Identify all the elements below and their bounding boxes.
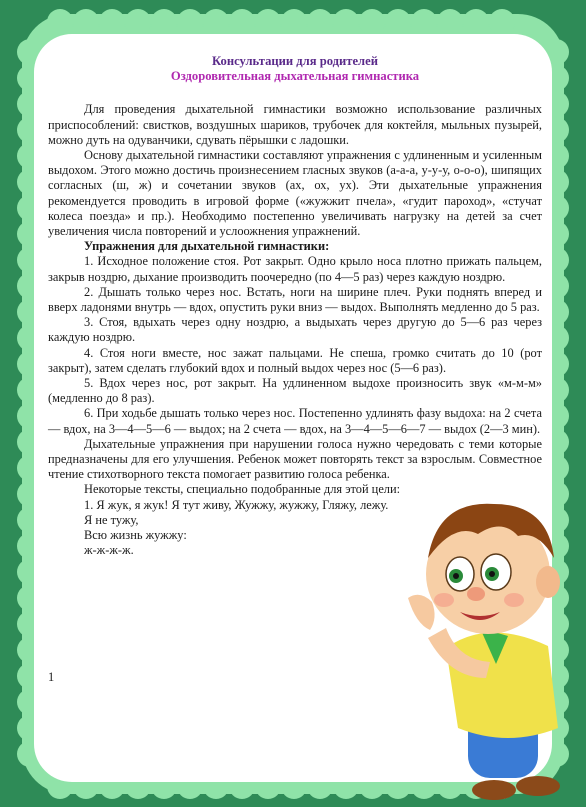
scallop-bump — [203, 9, 229, 35]
boy-pupil-center — [453, 573, 459, 579]
scallop-bump — [307, 9, 333, 35]
intro-paragraph: Основу дыхательной гимнастики составляют упражнения с удлиненным и усиленным выдохом. Этого можно достичь произнесением гласных звуков (а-а-а, у-у-у, о-о-о), шипящих согласных (ш, ж) и сочетании звуков (ах, ох, ух). Эти дыхательные упражнения рекомендуется проводить в игровой форме («жужжит пчела», «гудит пароход», «стучат колеса поезда» и пр.). Необходимо постепенно увеличивать нагрузку на детей за счет увеличения числа повторений и услоожнения упражнений. — [48, 148, 542, 239]
exercise-item: 4. Стоя ноги вместе, нос зажат пальцами. Не спеша, громко считать до 10 (рот закрыт), затем сделать глубокий вдох и полный выдох через нос (5—6 раз). — [48, 345, 542, 375]
document-subtitle: Оздоровительная дыхательная гимнастика — [170, 69, 420, 84]
exercise-item: 6. При ходьбе дышать только через нос. Постепенно удлинять фазу выдоха: на 2 счета — вдох, на 3—4—5—6 — выдох; на 2 счета — вдох, на 3—4—5—6—7 — выдох (2—3 мин). — [48, 406, 542, 436]
poem-line: Всю жизнь жужжу: — [84, 528, 187, 543]
scallop-bump — [177, 9, 203, 35]
scallop-bump — [333, 9, 359, 35]
poem-line: 1. Я жук, я жук! Я тут живу, Жужжу, жужжу, Гляжу, лежу. — [84, 497, 389, 512]
scallop-bump — [125, 9, 151, 35]
exercises-heading: Упражнения для дыхательной гимнастики: — [84, 239, 330, 254]
cartoon-boy-illustration — [398, 478, 584, 804]
scallop-bump — [255, 9, 281, 35]
poem-line: Я не тужу, — [84, 512, 139, 527]
scallop-bump — [229, 9, 255, 35]
scallop-bump — [437, 9, 463, 35]
boy-cheek — [434, 593, 454, 607]
scallop-bump — [73, 9, 99, 35]
boy-shoe — [472, 780, 516, 800]
exercise-item: 5. Вдох через нос, рот закрыт. На удлиненном выдохе произносить звук «м-м-м» (медленно до 8 раз). — [48, 376, 542, 406]
exercise-item: 2. Дышать только через нос. Встать, ноги на ширине плеч. Руки поднять вперед и вверх ладонями внутрь — вдох, опустить руки вниз — выдох. Выполнять медленно до 5 раз. — [48, 284, 542, 315]
outro-paragraph: Некоторые тексты, специально подобранные для этой цели: — [84, 482, 401, 497]
boy-hand — [408, 595, 435, 630]
exercise-item: 3. Стоя, вдыхать через одну ноздрю, а выдыхать через другую до 5—6 раз через каждую ноздрю. — [48, 315, 542, 345]
document-header — [48, 54, 542, 84]
scallop-bump — [99, 9, 125, 35]
intro-paragraph: Для проведения дыхательной гимнастики возможно использование различных приспособлений: свистков, воздушных шариков, трубочек для коктейля, мыльных пузырей, можно дуть на одуванчики, сдувать пёрышки с ладошки. — [48, 102, 542, 147]
scallop-bump — [489, 9, 515, 35]
boy-cheek — [504, 593, 524, 607]
scallop-bump — [151, 9, 177, 35]
boy-nose — [467, 587, 485, 601]
boy-pupil-center — [489, 571, 495, 577]
scallop-bump — [385, 9, 411, 35]
scallop-bump — [411, 9, 437, 35]
boy-shoe — [516, 776, 560, 796]
document-title: Консультации для родителей — [212, 54, 378, 68]
scallop-bump — [47, 9, 73, 35]
scallop-bump — [281, 9, 307, 35]
page-number: 1 — [48, 670, 55, 684]
exercise-item: 1. Исходное положение стоя. Рот закрыт. Одно крыло носа плотно прижать пальцем, закрыв ноздрю, дыхание производить поочередно (по 4—5 раз) через каждую ноздрю. — [48, 254, 542, 284]
scallop-bump — [359, 9, 385, 35]
outro-paragraph: Дыхательные упражнения при нарушении голоса нужно чередовать с теми которые предназначены для его улучшения. Ребенок может повторять текст за взрослым. Совместное чтение стихотворного текста помогает развитию голоса ребенка. — [48, 436, 542, 482]
boy-ear — [536, 566, 560, 598]
scallop-bump — [463, 9, 489, 35]
poem-line: ж-ж-ж-ж. — [84, 543, 134, 558]
